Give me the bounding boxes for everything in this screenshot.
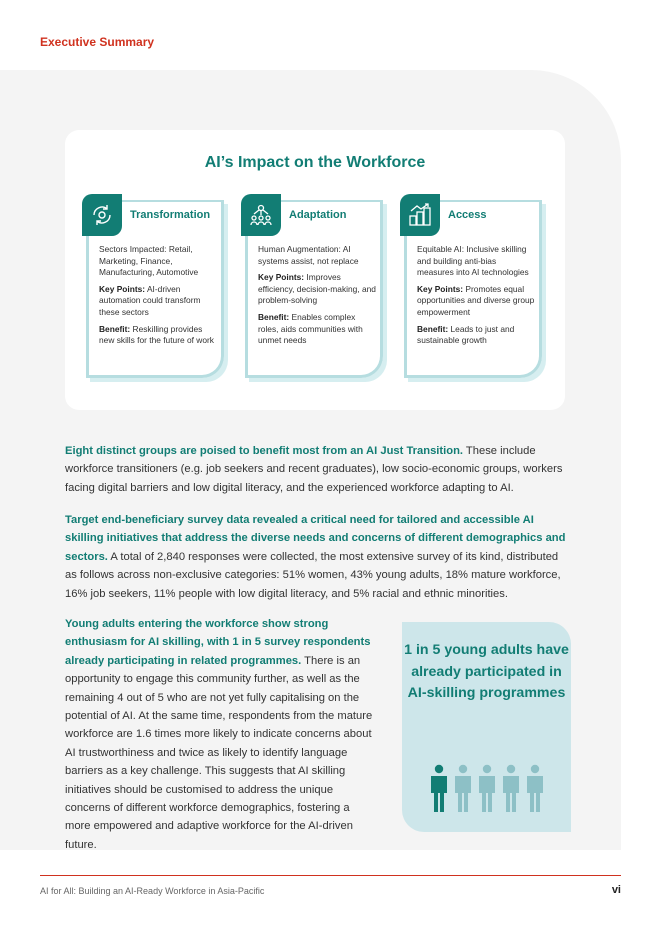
person-icon [455, 765, 471, 812]
section-label: Executive Summary [40, 35, 155, 49]
person-icon [503, 765, 519, 812]
impact-card [65, 130, 565, 410]
pillar-intro: Sectors Impacted: Retail, Marketing, Finance, Manufacturing, Automotive [99, 244, 199, 278]
pillar-heading: Transformation [130, 209, 211, 221]
network-people-icon [241, 194, 281, 236]
paragraph-body: A total of 2,840 responses were collected, the most extensive survey of its kind, distributed as follows across non-exclusive categories: 51% women, 43% young adults, 18% mature workforce, 16% job seekers, 11% people with low digital literacy, and 5% racial and ethnic minorities. [65, 550, 561, 600]
key-text: Improves efficiency, decision-making, and problem-solving [258, 272, 376, 306]
benefit-label: Benefit: [99, 323, 131, 334]
pillar-body [417, 244, 535, 352]
person-icon-highlighted [431, 765, 447, 812]
key-text: AI-driven automation could transform these sectors [99, 283, 201, 317]
refresh-gear-icon [82, 194, 122, 236]
person-icon [479, 765, 495, 812]
stat-text: 1 in 5 young adults have already participated in AI-skilling programmes [404, 642, 569, 701]
page-number: vi [611, 884, 621, 896]
paragraph-body: These include workforce transitioners (e.g. job seekers and recent graduates), low socio-economic groups, workers facing digital barriers and low digital literacy, and the experienced workforce adapting to AI. [65, 445, 563, 494]
paragraph-beneficiary-groups [65, 442, 566, 497]
paragraph-body: There is an opportunity to engage this community further, as well as the remaining 4 out of 5 who are not yet fully capitalising on the potential of AI. At the same time, respondents from the mature workforce are 1.6 times more likely to indicate concerns about AI trustworthiness and twice as likely to identify language barriers as a key challenge. This suggests that AI skilling initiatives should be customised to address the unique concerns of different workforce demographics, fostering a more empowered and adaptive workforce for the AI-driven future. [65, 654, 373, 851]
footer-divider [40, 875, 621, 876]
pillar-access [400, 194, 544, 382]
paragraph-young-adults [65, 615, 373, 854]
key-label: Key Points: [417, 283, 464, 294]
paragraph-survey-data [65, 511, 566, 603]
person-icon [527, 765, 543, 812]
pillar-key-points [417, 284, 535, 319]
footer-title: AI for All: Building an AI-Ready Workforce in Asia-Pacific [40, 886, 265, 896]
pillar-benefit [417, 324, 535, 347]
people-pictogram [427, 764, 547, 814]
benefit-label: Benefit: [258, 311, 290, 322]
stat-callout [402, 622, 571, 832]
pillar-key-points [99, 284, 217, 319]
key-label: Key Points: [258, 272, 305, 283]
key-text: Promotes equal opportunities and diverse group empowerment [417, 283, 535, 317]
pillar-body [99, 244, 217, 352]
impact-title: AI’s Impact on the Workforce [204, 154, 426, 171]
growth-blocks-icon [400, 194, 440, 236]
paragraph-lead: Eight distinct groups are poised to benefit most from an AI Just Transition. [65, 445, 464, 457]
pillar-adaptation [241, 194, 385, 382]
pillar-intro: Equitable AI: Inclusive skilling and building anti-bias measures into AI technologies [417, 244, 529, 278]
benefit-text: Leads to just and sustainable growth [417, 323, 515, 346]
pillar-transformation [82, 194, 226, 382]
pillar-body [258, 244, 376, 352]
key-label: Key Points: [99, 283, 146, 294]
benefit-text: Reskilling provides new skills for the future of work [99, 323, 214, 346]
benefit-text: Enables complex roles, aids communities with unmet needs [258, 311, 363, 346]
pillar-heading: Access [448, 209, 487, 221]
benefit-label: Benefit: [417, 323, 449, 334]
pillar-intro: Human Augmentation: AI systems assist, not replace [258, 244, 359, 266]
paragraph-lead: Young adults entering the workforce show strong enthusiasm for AI skilling, with 1 in 5 survey respondents already participating in related programmes. [65, 618, 371, 667]
pillar-key-points [258, 272, 376, 307]
pillar-benefit [99, 324, 217, 347]
paragraph-lead: Target end-beneficiary survey data revealed a critical need for tailored and accessible AI skilling initiatives that address the diverse needs and concerns of different demographics and sectors. [65, 514, 566, 563]
pillar-benefit [258, 312, 376, 347]
pillar-heading: Adaptation [289, 209, 347, 221]
